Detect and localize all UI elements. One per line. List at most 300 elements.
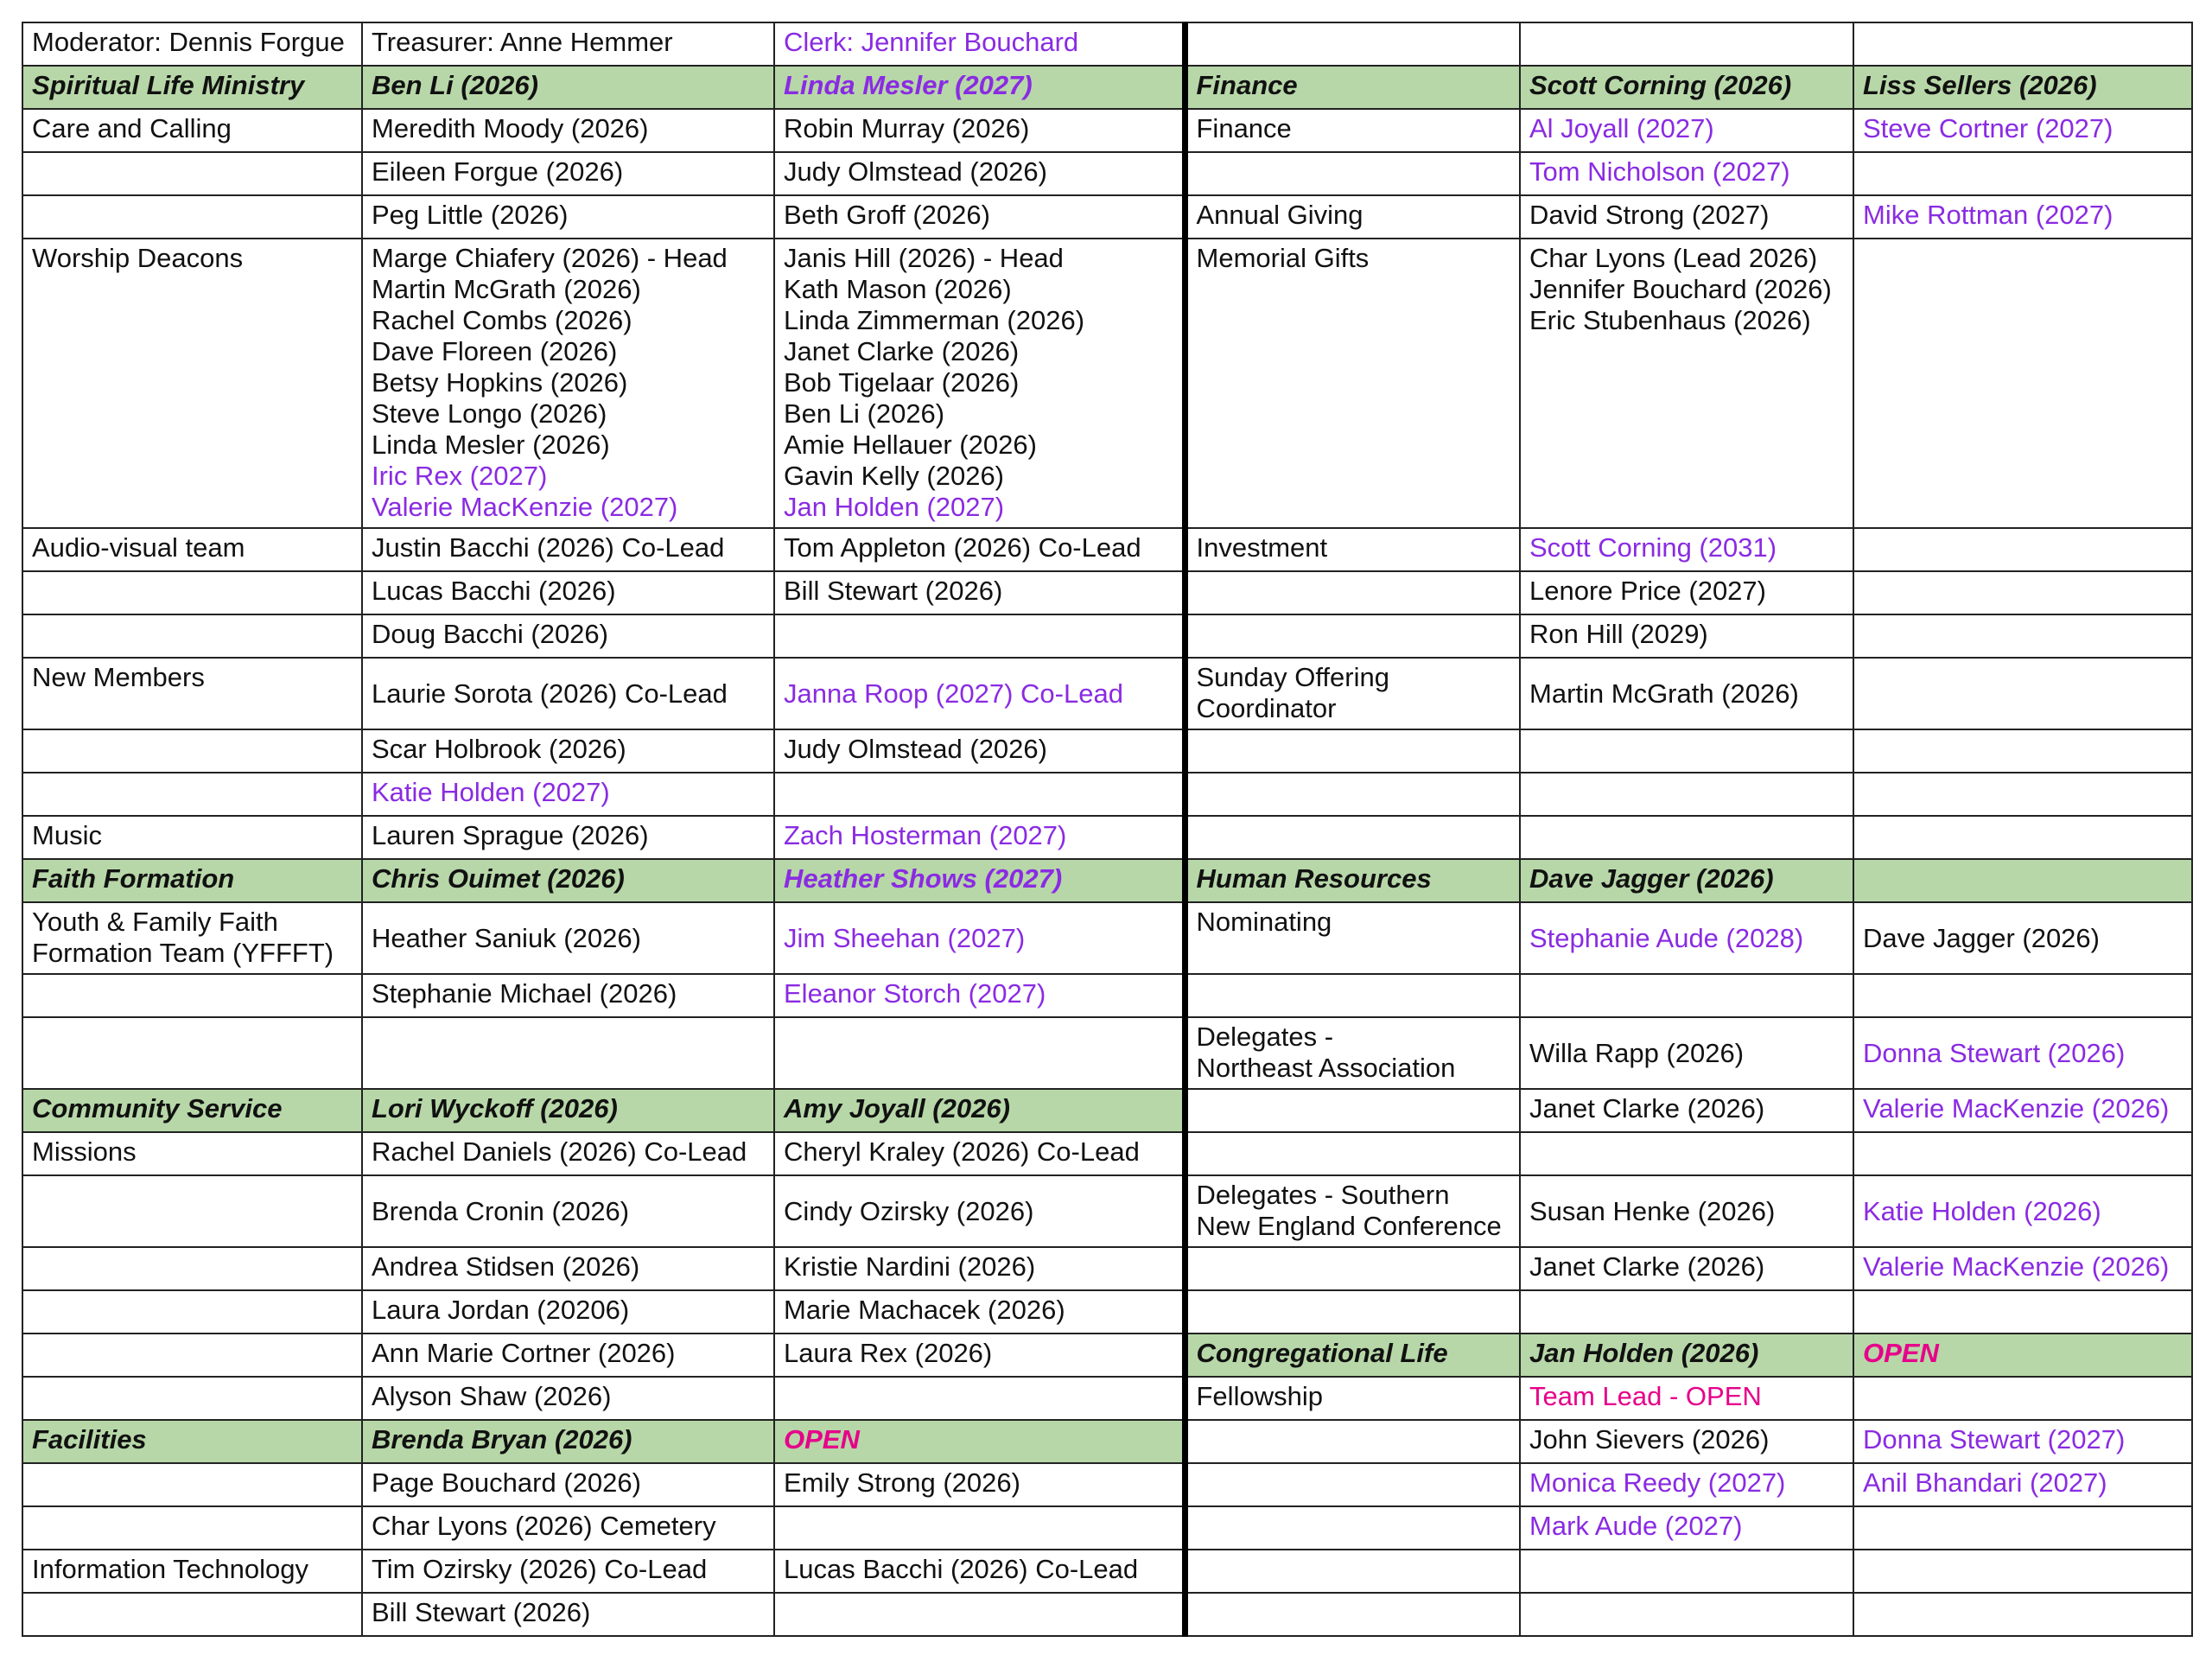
table-cell: [362, 1017, 774, 1089]
table-cell: [22, 1377, 362, 1420]
cell-line: Bob Tigelaar (2026): [784, 367, 1020, 398]
table-cell: [22, 1132, 362, 1175]
table-cell: [22, 729, 362, 773]
table-cell: [22, 1420, 362, 1463]
cell-line: Rachel Combs (2026): [372, 305, 632, 335]
table-cell: [1520, 1550, 1853, 1593]
cell-text: Donna Stewart (2026): [1863, 1037, 2126, 1068]
table-cell: [22, 528, 362, 571]
table-cell: [362, 571, 774, 614]
table-cell: [1520, 1247, 1853, 1290]
cell-text: Katie Holden (2027): [372, 777, 610, 807]
table-cell: [1185, 1463, 1520, 1506]
table-cell: [22, 1334, 362, 1377]
cell-line: Linda Zimmerman (2026): [784, 305, 1085, 335]
cell-text: Investment: [1196, 532, 1328, 563]
cell-text: Finance: [1196, 113, 1292, 143]
table-cell: [22, 1550, 362, 1593]
cell-text: Katie Holden (2026): [1863, 1195, 2101, 1226]
cell-text: Mark Aude (2027): [1529, 1511, 1743, 1541]
cell-text: Amy Joyall (2026): [784, 1093, 1010, 1123]
cell-text: Finance: [1196, 70, 1298, 100]
cell-line: Youth & Family Faith: [32, 907, 278, 937]
table-cell: [774, 1377, 1185, 1420]
cell-text: Congregational Life: [1196, 1338, 1448, 1368]
cell-text: Dave Jagger (2026): [1863, 922, 2100, 953]
table-cell: [22, 66, 362, 109]
cell-text: Information Technology: [32, 1554, 308, 1584]
table-cell: [362, 816, 774, 859]
table-row: [22, 109, 2192, 152]
cell-text: Annual Giving: [1196, 200, 1363, 230]
table-cell: [1185, 614, 1520, 658]
table-cell: [1853, 859, 2192, 902]
cell-text: Fellowship: [1196, 1381, 1323, 1411]
cell-line: Janet Clarke (2026): [784, 336, 1020, 366]
table-cell: [1185, 974, 1520, 1017]
table-cell: [362, 109, 774, 152]
table-cell: [774, 1290, 1185, 1334]
table-cell: [1853, 1506, 2192, 1550]
cell-line: Dave Floreen (2026): [372, 336, 618, 366]
table-cell: [1853, 1247, 2192, 1290]
table-cell: [1520, 658, 1853, 729]
table-cell: [1520, 1290, 1853, 1334]
table-cell: [22, 1017, 362, 1089]
cell-text: Monica Reedy (2027): [1529, 1467, 1786, 1498]
table-cell: [22, 571, 362, 614]
cell-text: Nominating: [1196, 907, 1332, 937]
cell-text: Cindy Ozirsky (2026): [784, 1195, 1034, 1226]
table-row: [22, 1132, 2192, 1175]
table-cell: [1185, 109, 1520, 152]
cell-text: Judy Olmstead (2026): [784, 734, 1047, 764]
cell-text: Cheryl Kraley (2026) Co-Lead: [784, 1136, 1140, 1167]
table-cell: [1853, 974, 2192, 1017]
table-cell: [774, 816, 1185, 859]
cell-line: Gavin Kelly (2026): [784, 461, 1005, 491]
table-cell: [774, 239, 1185, 528]
table-cell: [1520, 1334, 1853, 1377]
cell-line: Northeast Association: [1196, 1053, 1456, 1083]
cell-text: Lucas Bacchi (2026) Co-Lead: [784, 1554, 1139, 1584]
table-cell: [1520, 1593, 1853, 1636]
table-cell: [362, 859, 774, 902]
cell-text: Eleanor Storch (2027): [784, 978, 1046, 1009]
table-row: [22, 195, 2192, 239]
table-cell: [774, 902, 1185, 974]
table-cell: [362, 1334, 774, 1377]
cell-text: Janet Clarke (2026): [1529, 1093, 1765, 1123]
table-row: [22, 773, 2192, 816]
table-cell: [774, 1132, 1185, 1175]
table-cell: [22, 974, 362, 1017]
table-cell: [1185, 1290, 1520, 1334]
cell-text: Faith Formation: [32, 863, 235, 894]
table-row: [22, 1334, 2192, 1377]
cell-text: Valerie MacKenzie (2026): [1863, 1093, 2170, 1123]
table-cell: [774, 1334, 1185, 1377]
table-cell: [1185, 1175, 1520, 1247]
table-row: [22, 816, 2192, 859]
cell-text: Jan Holden (2026): [1529, 1338, 1759, 1368]
cell-text: Martin McGrath (2026): [1529, 678, 1799, 709]
table-cell: [1185, 1593, 1520, 1636]
table-cell: [774, 152, 1185, 195]
table-cell: [1185, 902, 1520, 974]
table-row: [22, 528, 2192, 571]
table-cell: [22, 1463, 362, 1506]
cell-text: Peg Little (2026): [372, 200, 569, 230]
table-cell: [774, 729, 1185, 773]
cell-line: Char Lyons (Lead 2026): [1529, 243, 1818, 273]
cell-line: Linda Mesler (2026): [372, 430, 610, 460]
table-cell: [362, 66, 774, 109]
cell-text: Audio-visual team: [32, 532, 245, 563]
table-cell: [1853, 658, 2192, 729]
cell-text: Spiritual Life Ministry: [32, 70, 305, 100]
cell-text: Lori Wyckoff (2026): [372, 1093, 618, 1123]
table-row: [22, 1247, 2192, 1290]
table-cell: [362, 152, 774, 195]
cell-text: Laurie Sorota (2026) Co-Lead: [372, 678, 728, 709]
cell-text: Facilities: [32, 1424, 147, 1454]
table-cell: [774, 109, 1185, 152]
table-cell: [362, 1290, 774, 1334]
cell-text: Heather Shows (2027): [784, 863, 1063, 894]
table-cell: [1520, 152, 1853, 195]
table-cell: [362, 1420, 774, 1463]
table-cell: [1185, 773, 1520, 816]
cell-text: Music: [32, 820, 102, 850]
cell-text: Memorial Gifts: [1196, 243, 1370, 273]
table-cell: [1520, 859, 1853, 902]
cell-text: Janet Clarke (2026): [1529, 1251, 1765, 1282]
table-cell: [1185, 816, 1520, 859]
table-cell: [1185, 1420, 1520, 1463]
cell-line: Sunday Offering: [1196, 662, 1389, 692]
table-cell: [1520, 816, 1853, 859]
table-cell: [362, 773, 774, 816]
table-cell: [774, 1017, 1185, 1089]
table-row: [22, 974, 2192, 1017]
table-cell: [1520, 1132, 1853, 1175]
cell-line: Iric Rex (2027): [372, 461, 548, 491]
cell-line: Betsy Hopkins (2026): [372, 367, 628, 398]
table-cell: [362, 614, 774, 658]
table-cell: [774, 1247, 1185, 1290]
cell-text: Liss Sellers (2026): [1863, 70, 2097, 100]
table-cell: [774, 614, 1185, 658]
cell-text: Lenore Price (2027): [1529, 576, 1766, 606]
table-cell: [774, 1175, 1185, 1247]
table-cell: [22, 239, 362, 528]
cell-text: Robin Murray (2026): [784, 113, 1030, 143]
cell-text: Linda Mesler (2027): [784, 70, 1033, 100]
table-row: [22, 1175, 2192, 1247]
table-row: [22, 1506, 2192, 1550]
cell-text: Team Lead - OPEN: [1529, 1381, 1762, 1411]
table-cell: [1185, 239, 1520, 528]
cell-text: Bill Stewart (2026): [372, 1597, 591, 1627]
table-cell: [362, 1593, 774, 1636]
table-cell: [1853, 729, 2192, 773]
table-cell: [774, 1506, 1185, 1550]
cell-line: New England Conference: [1196, 1211, 1502, 1241]
table-cell: [1520, 1175, 1853, 1247]
table-cell: [774, 22, 1185, 66]
table-cell: [774, 571, 1185, 614]
cell-text: Ann Marie Cortner (2026): [372, 1338, 676, 1368]
table-row: [22, 152, 2192, 195]
table-cell: [1185, 658, 1520, 729]
table-cell: [1853, 1017, 2192, 1089]
table-cell: [362, 239, 774, 528]
table-cell: [22, 902, 362, 974]
table-cell: [362, 902, 774, 974]
table-row: [22, 1017, 2192, 1089]
cell-text: Marie Machacek (2026): [784, 1295, 1065, 1325]
table-cell: [1520, 528, 1853, 571]
table-cell: [1853, 1175, 2192, 1247]
table-row: [22, 1463, 2192, 1506]
table-cell: [774, 773, 1185, 816]
table-cell: [1853, 66, 2192, 109]
table-cell: [362, 1132, 774, 1175]
table-cell: [1185, 1550, 1520, 1593]
table-cell: [1520, 902, 1853, 974]
cell-text: Dave Jagger (2026): [1529, 863, 1774, 894]
cell-line: Jennifer Bouchard (2026): [1529, 274, 1832, 304]
cell-text: Care and Calling: [32, 113, 232, 143]
cell-line: Formation Team (YFFFT): [32, 938, 334, 968]
table-cell: [22, 152, 362, 195]
cell-line: Jan Holden (2027): [784, 492, 1005, 522]
cell-text: Kristie Nardini (2026): [784, 1251, 1036, 1282]
cell-text: Doug Bacchi (2026): [372, 619, 608, 649]
table-cell: [22, 1593, 362, 1636]
table-cell: [1520, 195, 1853, 239]
table-cell: [1853, 773, 2192, 816]
cell-line: Janis Hill (2026) - Head: [784, 243, 1064, 273]
table-cell: [1185, 195, 1520, 239]
table-cell: [362, 1089, 774, 1132]
cell-line: Ben Li (2026): [784, 398, 945, 429]
table-row: [22, 1377, 2192, 1420]
cell-text: Justin Bacchi (2026) Co-Lead: [372, 532, 725, 563]
table-cell: [1185, 66, 1520, 109]
cell-text: Mike Rottman (2027): [1863, 200, 2113, 230]
table-cell: [1520, 1377, 1853, 1420]
table-row: [22, 614, 2192, 658]
table-cell: [1520, 66, 1853, 109]
cell-text: OPEN: [784, 1424, 860, 1454]
cell-text: Ben Li (2026): [372, 70, 538, 100]
cell-text: Brenda Cronin (2026): [372, 1195, 630, 1226]
cell-text: Scar Holbrook (2026): [372, 734, 626, 764]
table-cell: [1520, 239, 1853, 528]
table-cell: [362, 1175, 774, 1247]
cell-text: Bill Stewart (2026): [784, 576, 1003, 606]
cell-line: Steve Longo (2026): [372, 398, 607, 429]
table-cell: [774, 974, 1185, 1017]
table-cell: [774, 1463, 1185, 1506]
cell-text: David Strong (2027): [1529, 200, 1770, 230]
cell-text: Community Service: [32, 1093, 283, 1123]
table-cell: [1520, 1506, 1853, 1550]
cell-text: Rachel Daniels (2026) Co-Lead: [372, 1136, 747, 1167]
table-cell: [22, 109, 362, 152]
table-cell: [1185, 1334, 1520, 1377]
table-row: [22, 1290, 2192, 1334]
table-cell: [774, 1089, 1185, 1132]
cell-text: Lucas Bacchi (2026): [372, 576, 616, 606]
cell-text: Stephanie Aude (2028): [1529, 922, 1804, 953]
cell-text: Willa Rapp (2026): [1529, 1037, 1745, 1068]
table-row: [22, 658, 2192, 729]
cell-text: Tim Ozirsky (2026) Co-Lead: [372, 1554, 708, 1584]
table-cell: [22, 1506, 362, 1550]
table-cell: [1853, 528, 2192, 571]
table-cell: [1853, 1420, 2192, 1463]
table-row: [22, 1593, 2192, 1636]
cell-text: Heather Saniuk (2026): [372, 922, 641, 953]
table-cell: [22, 1175, 362, 1247]
table-cell: [774, 528, 1185, 571]
cell-text: Valerie MacKenzie (2026): [1863, 1251, 2170, 1282]
table-cell: [22, 658, 362, 729]
table-cell: [1520, 1463, 1853, 1506]
cell-text: Emily Strong (2026): [784, 1467, 1020, 1498]
table-row: [22, 859, 2192, 902]
table-cell: [1853, 571, 2192, 614]
cell-text: OPEN: [1863, 1338, 1939, 1368]
cell-text: Beth Groff (2026): [784, 200, 990, 230]
cell-text: Zach Hosterman (2027): [784, 820, 1067, 850]
cell-line: Marge Chiafery (2026) - Head: [372, 243, 728, 273]
cell-text: Judy Olmstead (2026): [784, 156, 1047, 187]
cell-line: Kath Mason (2026): [784, 274, 1012, 304]
table-cell: [1853, 1290, 2192, 1334]
table-cell: [1853, 1377, 2192, 1420]
cell-line: Delegates - Southern: [1196, 1180, 1450, 1210]
table-row: [22, 1550, 2192, 1593]
table-row: [22, 729, 2192, 773]
table-cell: [1853, 152, 2192, 195]
table-cell: [1520, 1017, 1853, 1089]
cell-line: Valerie MacKenzie (2027): [372, 492, 678, 522]
table-cell: [22, 22, 362, 66]
cell-line: Delegates -: [1196, 1022, 1334, 1052]
table-row: [22, 1420, 2192, 1463]
table-cell: [1185, 1377, 1520, 1420]
cell-text: Clerk: Jennifer Bouchard: [784, 27, 1079, 57]
cell-text: Scott Corning (2031): [1529, 532, 1777, 563]
table-cell: [774, 66, 1185, 109]
table-cell: [1853, 195, 2192, 239]
table-cell: [774, 859, 1185, 902]
roster-table: [22, 22, 2193, 1637]
table-cell: [1520, 773, 1853, 816]
table-cell: [362, 1247, 774, 1290]
table-cell: [1853, 816, 2192, 859]
table-cell: [1520, 614, 1853, 658]
table-cell: [362, 528, 774, 571]
cell-text: Treasurer: Anne Hemmer: [372, 27, 673, 57]
table-cell: [362, 1550, 774, 1593]
table-cell: [1853, 1132, 2192, 1175]
cell-text: Al Joyall (2027): [1529, 113, 1714, 143]
cell-text: Janna Roop (2027) Co-Lead: [784, 678, 1123, 709]
cell-text: Moderator: Dennis Forgue: [32, 27, 345, 57]
table-row: [22, 239, 2192, 528]
table-cell: [1853, 22, 2192, 66]
cell-text: Brenda Bryan (2026): [372, 1424, 632, 1454]
cell-text: Worship Deacons: [32, 243, 244, 273]
cell-text: Chris Ouimet (2026): [372, 863, 625, 894]
table-cell: [774, 1593, 1185, 1636]
table-cell: [774, 1550, 1185, 1593]
table-cell: [774, 1420, 1185, 1463]
table-cell: [22, 773, 362, 816]
cell-text: Tom Nicholson (2027): [1529, 156, 1790, 187]
table-cell: [22, 859, 362, 902]
table-cell: [362, 1463, 774, 1506]
table-cell: [1185, 152, 1520, 195]
table-row: [22, 571, 2192, 614]
cell-text: Laura Rex (2026): [784, 1338, 993, 1368]
table-cell: [22, 816, 362, 859]
table-cell: [1520, 1089, 1853, 1132]
cell-text: Ron Hill (2029): [1529, 619, 1708, 649]
cell-text: Human Resources: [1196, 863, 1432, 894]
cell-text: Meredith Moody (2026): [372, 113, 649, 143]
table-cell: [1185, 1247, 1520, 1290]
table-cell: [362, 195, 774, 239]
cell-text: Anil Bhandari (2027): [1863, 1467, 2107, 1498]
table-cell: [1185, 1017, 1520, 1089]
cell-text: Alyson Shaw (2026): [372, 1381, 612, 1411]
table-cell: [362, 1377, 774, 1420]
cell-text: Laura Jordan (20206): [372, 1295, 630, 1325]
table-cell: [22, 195, 362, 239]
table-cell: [774, 658, 1185, 729]
table-cell: [1853, 109, 2192, 152]
table-cell: [1185, 859, 1520, 902]
cell-line: Coordinator: [1196, 693, 1337, 723]
table-cell: [22, 614, 362, 658]
table-cell: [1185, 571, 1520, 614]
table-row: [22, 22, 2192, 66]
cell-text: Char Lyons (2026) Cemetery: [372, 1511, 716, 1541]
table-cell: [22, 1290, 362, 1334]
cell-text: Steve Cortner (2027): [1863, 113, 2113, 143]
cell-text: Jim Sheehan (2027): [784, 922, 1026, 953]
table-cell: [1853, 902, 2192, 974]
table-cell: [22, 1247, 362, 1290]
cell-text: Missions: [32, 1136, 137, 1167]
cell-text: Tom Appleton (2026) Co-Lead: [784, 532, 1141, 563]
cell-text: John Sievers (2026): [1529, 1424, 1770, 1454]
table-cell: [1185, 1089, 1520, 1132]
table-cell: [1185, 729, 1520, 773]
cell-line: Eric Stubenhaus (2026): [1529, 305, 1811, 335]
table-cell: [362, 974, 774, 1017]
table-cell: [1520, 109, 1853, 152]
table-cell: [1853, 1334, 2192, 1377]
cell-text: Eileen Forgue (2026): [372, 156, 624, 187]
table-cell: [362, 1506, 774, 1550]
